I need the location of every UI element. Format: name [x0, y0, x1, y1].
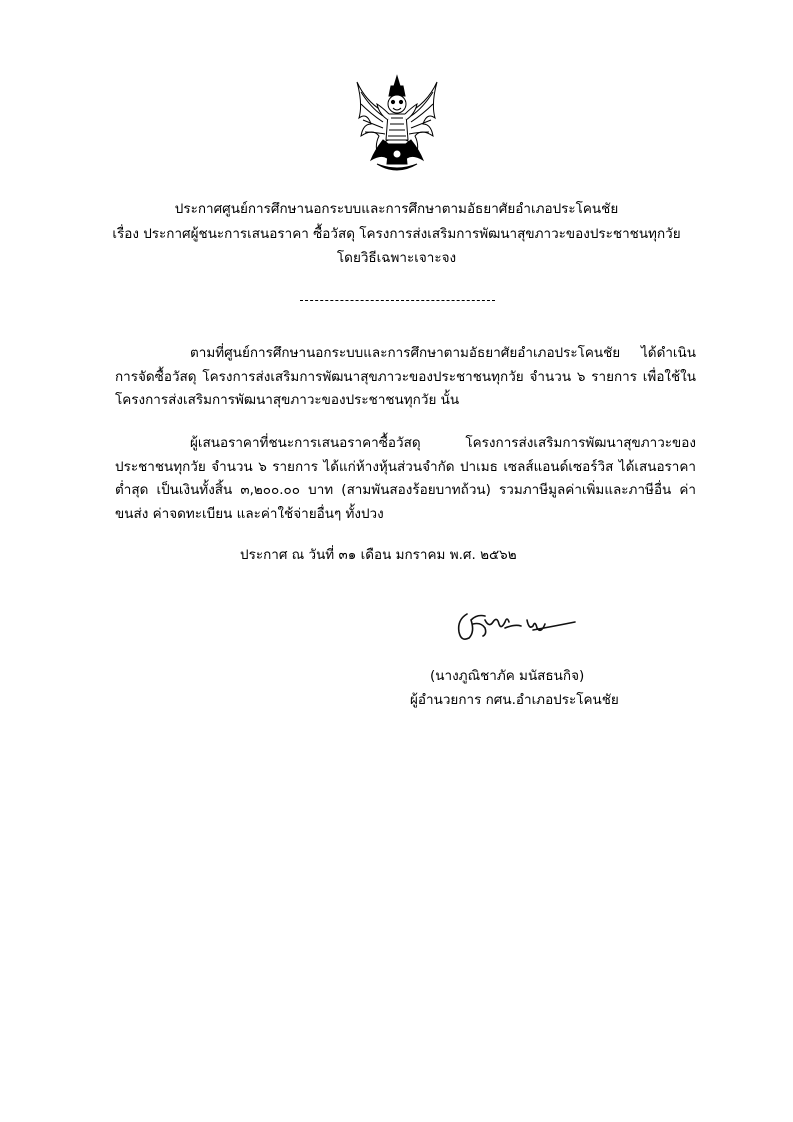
body-paragraph-1-container [115, 342, 696, 413]
header-title: ประกาศศูนย์การศึกษานอกระบบและการศึกษาตามอัธยาศัยอำเภอประโคนชัย [174, 201, 619, 217]
signatory-position: ผู้อำนวยการ กศน.อำเภอประโคนชัย [410, 692, 619, 708]
announcement-date: ประกาศ ณ วันที่ ๓๑ เดือน มกราคม พ.ศ. ๒๕๖๒ [240, 547, 517, 563]
body-paragraph-1: ตามที่ศูนย์การศึกษานอกระบบและการศึกษาตามอัธยาศัยอำเภอประโคนชัย ได้ดำเนินการจัดซื้อวัสดุ โครงการส่งเสริมการพัฒนาสุขภาวะของประชาชนทุกวัย จำนวน ๖ รายการ เพื่อใช้ในโครงการส่งเสริมการพัฒนาสุขภาวะของประชาชนทุกวัย นั้น [115, 345, 696, 408]
handwritten-signature [455, 606, 580, 648]
section-divider [300, 300, 495, 301]
body-paragraph-2-container [115, 432, 696, 526]
body-paragraph-2: ผู้เสนอราคาที่ชนะการเสนอราคาซื้อวัสดุ โครงการส่งเสริมการพัฒนาสุขภาวะของประชาชนทุกวัย จำนวน ๖ รายการ ได้แก่ห้างหุ้นส่วนจำกัด ปาเมธ เซลส์แอนด์เซอร์วิส ได้เสนอราคาต่ำสุด เป็นเงินทั้งสิ้น ๓,๒๐๐.๐๐ บาท (สามพันสองร้อยบาทถ้วน) รวมภาษีมูลค่าเพิ่มและภาษีอื่น ค่าขนส่ง ค่าจดทะเบียน และค่าใช้จ่ายอื่นๆ ทั้งปวง [115, 435, 696, 522]
signatory-name: (นางภูณิชาภัค มนัสธนกิจ) [430, 668, 585, 684]
header-subject: เรื่อง ประกาศผู้ชนะการเสนอราคา ซื้อวัสดุ โครงการส่งเสริมการพัฒนาสุขภาวะของประชาชนทุกวัย [112, 226, 681, 242]
header-method: โดยวิธีเฉพาะเจาะจง [336, 250, 457, 266]
garuda-emblem-icon [353, 74, 441, 178]
